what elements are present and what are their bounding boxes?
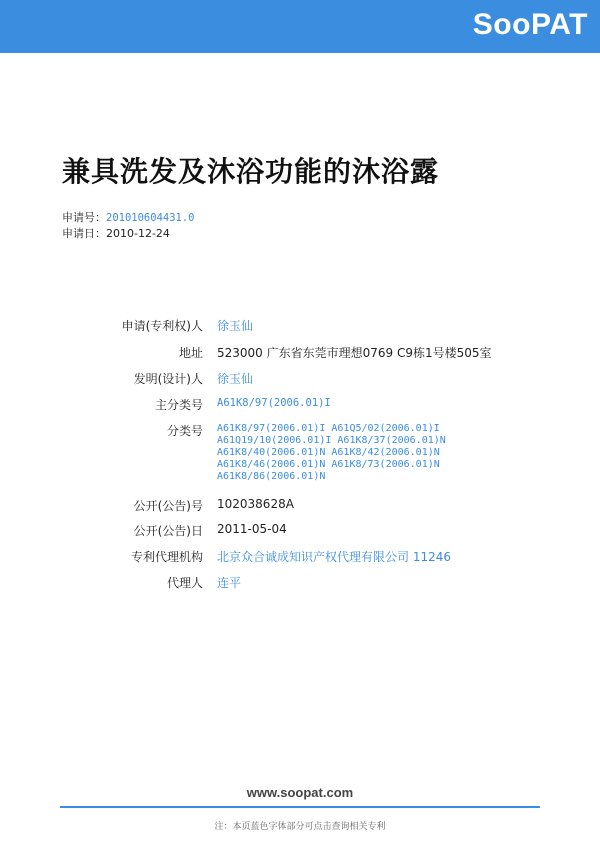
classes-list — [217, 423, 446, 483]
publication-number-value: 102038628A — [217, 497, 294, 511]
header-bar — [0, 0, 600, 53]
class-row[interactable]: A61Q19/10(2006.01)I A61K8/37(2006.01)N — [217, 435, 446, 446]
class-row[interactable]: A61K8/86(2006.01)N — [217, 471, 326, 482]
footer-url-link[interactable]: www.soopat.com — [246, 785, 354, 800]
main-class-label: 主分类号 — [154, 398, 203, 412]
application-date-label: 申请日： — [62, 227, 106, 240]
patent-title: 兼具洗发及沐浴功能的沐浴露 — [62, 155, 440, 188]
class-row[interactable]: A61K8/46(2006.01)N A61K8/73(2006.01)N — [217, 459, 440, 470]
agency-label: 专利代理机构 — [130, 550, 203, 564]
application-number-link[interactable]: 201010604431.0 — [106, 212, 195, 224]
agency-link[interactable]: 北京众合诚成知识产权代理有限公司 11246 — [217, 550, 451, 564]
application-date-row — [62, 225, 170, 241]
soopat-logo[interactable]: SooPAT — [472, 8, 588, 41]
footer-divider — [60, 806, 540, 808]
main-class-link[interactable]: A61K8/97(2006.01)I — [217, 397, 331, 409]
class-row[interactable]: A61K8/97(2006.01)I A61Q5/02(2006.01)I — [217, 423, 440, 434]
application-date-value: 2010-12-24 — [106, 227, 170, 240]
applicant-label: 申请(专利权)人 — [121, 319, 203, 333]
publication-date-label: 公开(公告)日 — [133, 524, 203, 538]
agent-link[interactable]: 连平 — [217, 576, 242, 590]
publication-date-value: 2011-05-04 — [217, 522, 287, 536]
address-value: 523000 广东省东莞市理想0769 C9栋1号楼505室 — [217, 346, 492, 360]
inventor-link[interactable]: 徐玉仙 — [217, 372, 254, 386]
applicant-link[interactable]: 徐玉仙 — [217, 319, 254, 333]
inventor-label: 发明(设计)人 — [133, 372, 203, 386]
classes-label: 分类号 — [166, 424, 203, 438]
application-number-row — [62, 209, 195, 225]
publication-number-label: 公开(公告)号 — [133, 499, 203, 513]
application-number-label: 申请号： — [62, 211, 106, 224]
address-label: 地址 — [178, 346, 203, 360]
agent-label: 代理人 — [166, 576, 203, 590]
class-row[interactable]: A61K8/40(2006.01)N A61K8/42(2006.01)N — [217, 447, 440, 458]
footer-note: 注：本页蓝色字体部分可点击查询相关专利 — [214, 822, 386, 832]
